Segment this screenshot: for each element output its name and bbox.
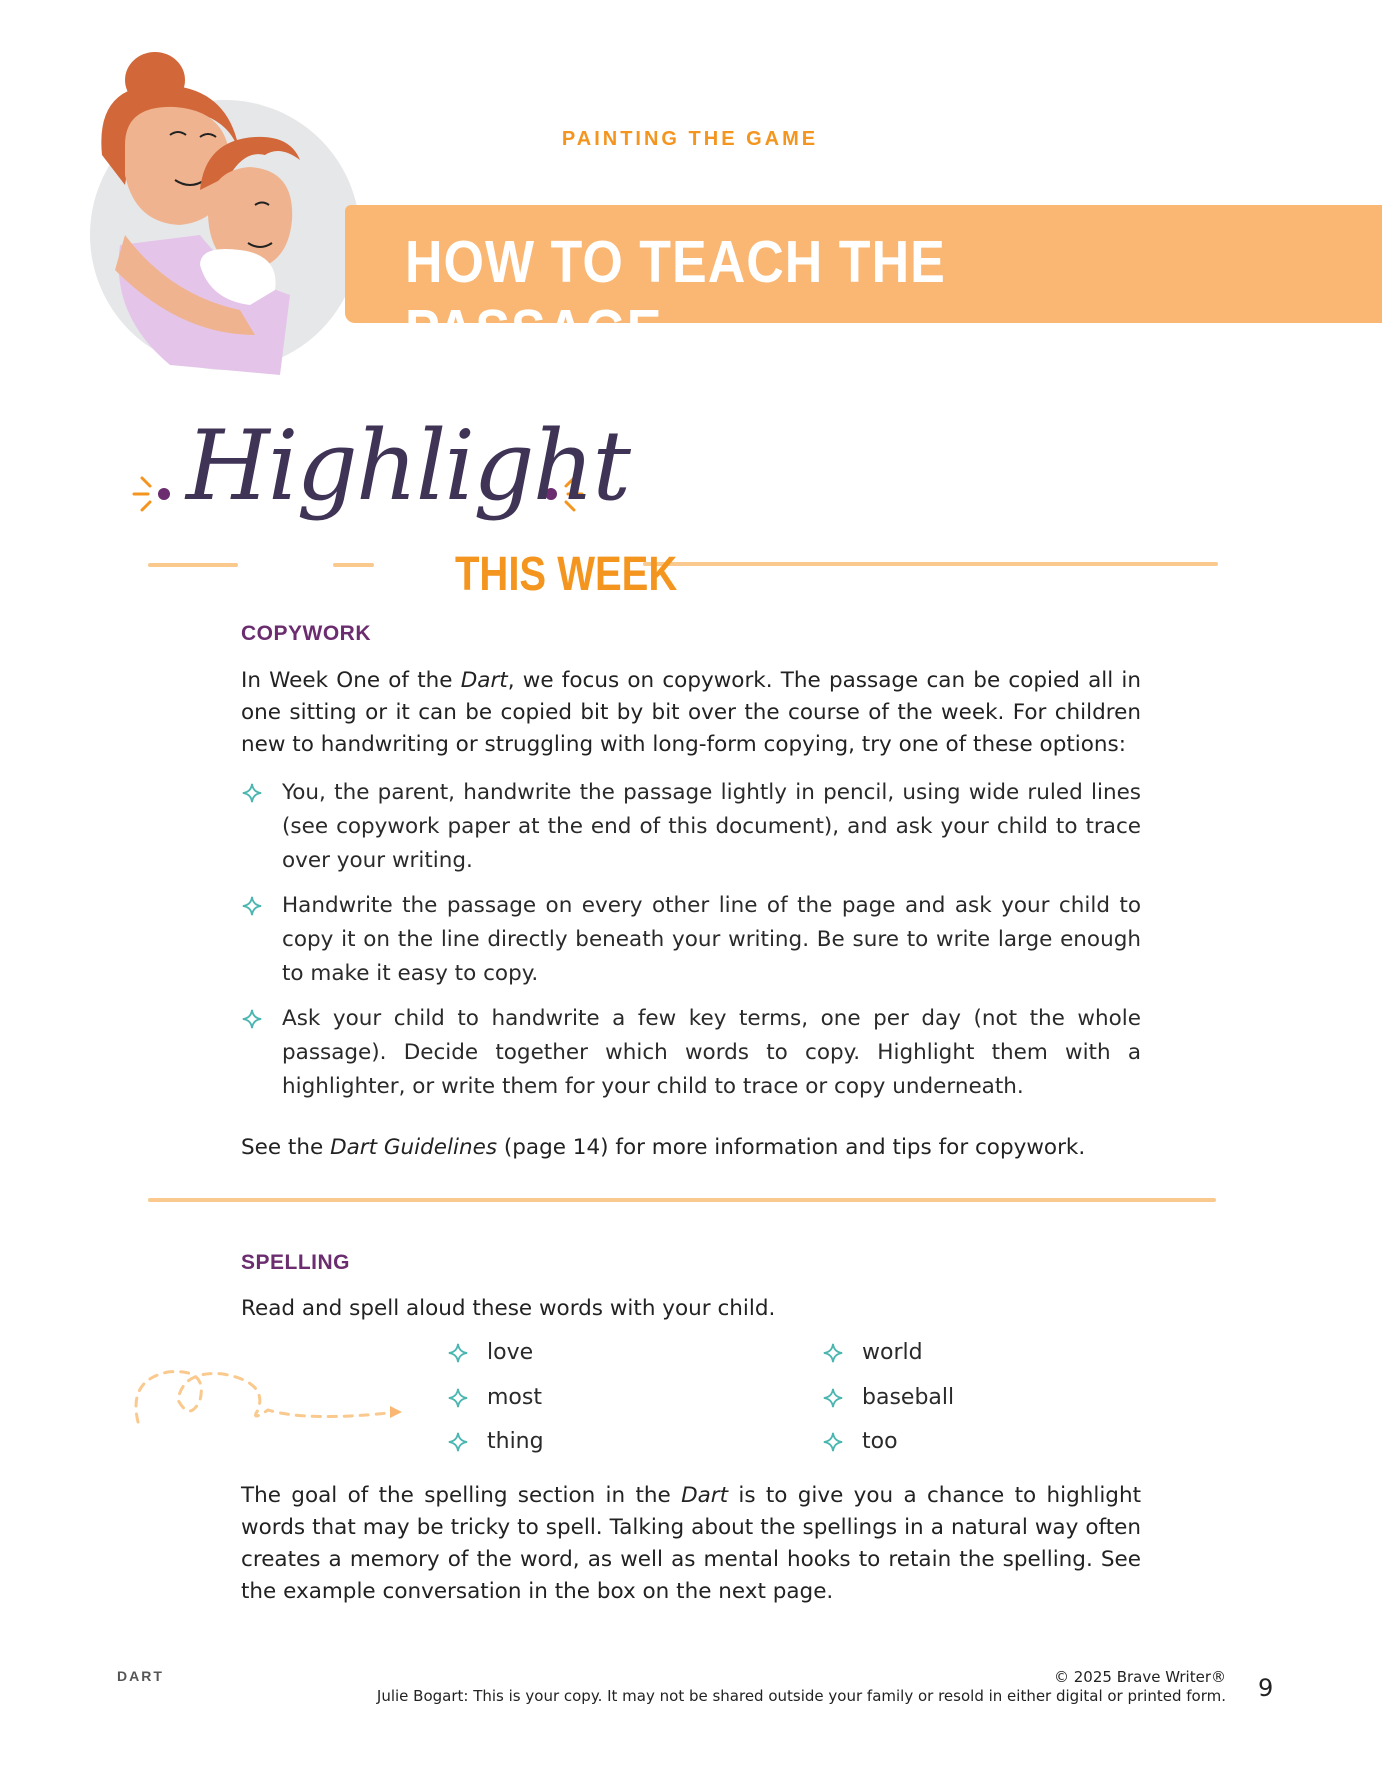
left-sparkle-icon [134, 478, 170, 510]
list-item: thing [447, 1429, 544, 1454]
list-item: world [822, 1340, 923, 1365]
banner-title: HOW TO TEACH THE PASSAGE [405, 229, 946, 365]
sparkle-diamond-icon [447, 1387, 469, 1409]
copywork-see-guidelines: See the Dart Guidelines (page 14) for more information and tips for copywork. [241, 1135, 1086, 1160]
sparkle-diamond-icon [822, 1387, 844, 1409]
section-divider [148, 1198, 1216, 1202]
sparkle-diamond-icon [447, 1431, 469, 1453]
spelling-intro: Read and spell aloud these words with your child. [241, 1296, 776, 1321]
highlight-subtitle: THIS WEEK [455, 548, 678, 601]
page-number: 9 [1258, 1674, 1274, 1702]
list-item: too [822, 1429, 898, 1454]
spelling-word-list [447, 1340, 1047, 1490]
footer-legal [370, 1668, 1226, 1706]
list-item: Ask your child to handwrite a few key terms, one per day (not the whole passage). Decide together which words to copy. Highlight them with a highlighter, or write them for your child to trace or copy underneath. [241, 1002, 1141, 1104]
highlight-title: Highlight [186, 410, 629, 522]
sparkle-diamond-icon [241, 895, 263, 917]
spelling-goal: The goal of the spelling section in the Dart is to give you a chance to highlight words that may be tricky to spell. Talking about the spellings in a natural way often creates a memory of the word, as well as mental hooks to retain the spelling. See the example conversation in the box on the next page. [241, 1483, 1141, 1604]
list-item: love [447, 1340, 533, 1365]
copywork-options-list [241, 776, 1141, 1115]
list-item: most [447, 1385, 542, 1410]
sparkle-diamond-icon [822, 1342, 844, 1364]
usage-notice: Julie Bogart: This is your copy. It may not be shared outside your family or resold in either digital or printed form. [376, 1687, 1226, 1705]
list-item: Handwrite the passage on every other line of the page and ask your child to copy it on the line directly beneath your writing. Be sure to write large enough to make it easy to copy. [241, 889, 1141, 991]
copywork-heading: COPYWORK [241, 622, 371, 645]
sparkle-diamond-icon [241, 782, 263, 804]
sparkle-diamond-icon [447, 1342, 469, 1364]
list-item: You, the parent, handwrite the passage lightly in pencil, using wide ruled lines (see copywork paper at the end of this document), and ask your child to trace over your writing. [241, 776, 1141, 878]
kicker-text: PAINTING THE GAME [561, 128, 819, 150]
copyright: © 2025 Brave Writer® [1053, 1668, 1226, 1686]
copywork-intro: In Week One of the Dart, we focus on copywork. The passage can be copied all in one sitting or it can be copied bit by bit over the course of the week. For children new to handwriting or struggling with long-form copying, try one of these options: [241, 668, 1142, 757]
sparkle-diamond-icon [241, 1008, 263, 1030]
dashed-arrow-icon [128, 1360, 408, 1430]
mother-child-hug-illustration [80, 45, 380, 375]
list-item: baseball [822, 1385, 954, 1410]
footer-product-name: DART [117, 1668, 164, 1684]
spelling-heading: SPELLING [241, 1251, 351, 1274]
sparkle-diamond-icon [822, 1431, 844, 1453]
